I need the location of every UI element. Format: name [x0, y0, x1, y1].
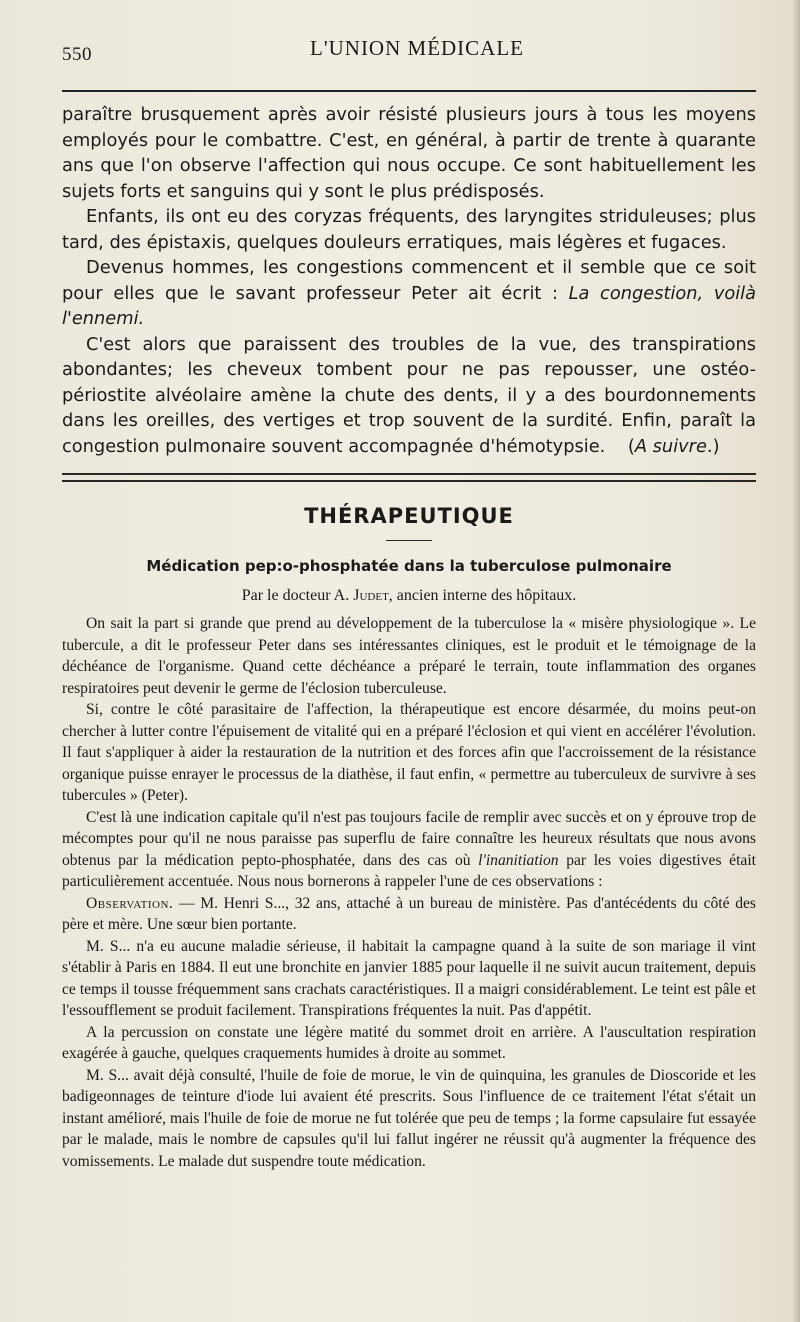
- continuation-text: [62, 102, 756, 459]
- observation-text: — M. Henri S..., 32 ans, attaché à un bureau de ministère. Pas d'antécédents du côté des père et mère. Une sœur bien portante.: [62, 894, 756, 933]
- section-title: THÉRAPEUTIQUE: [304, 504, 514, 528]
- article-paragraph-2: Si, contre le côté parasitaire de l'affection, la thérapeutique est encore désarmée, du moins peut-on chercher à lutter contre l'épuisement de vitalité qui en a préparé l'éclosion et qui vient en accélérer l'évolution. Il faut s'appliquer à aider la restauration de la nutrition et des forces afin que l'accroissement de la résistance organique puisse enrayer le processus de la diathèse, il faut enfin, « permettre au tuberculeux de survivre à ses tubercules » (Peter).: [62, 701, 756, 804]
- continuation-paragraph-2: Enfants, ils ont eu des coryzas fréquents, des laryngites striduleuses; plus tard, des épistaxis, quelques douleurs erratiques, mais légères et fugaces.: [62, 206, 756, 253]
- article-paragraph-3-text-a: C'est là une indication capitale qu'il n'est pas toujours facile de remplir avec succès et on y éprouve trop de mécomptes pour qu'il ne nous paraisse pas superflu de faire connaître les heureux résultats que nous avons obtenus par la médication pepto-phosphatée, dans des cas où: [62, 808, 756, 869]
- article-paragraph-6: A la percussion on constate une légère matité du sommet droit en arrière. A l'auscultation respiration exagérée à gauche, quelques craquements humides à droite au sommet.: [62, 1023, 756, 1062]
- article-title: Médication pep:o-phosphatée dans la tuberculose pulmonaire: [146, 557, 672, 575]
- byline-prefix: Par le docteur A.: [241, 587, 354, 604]
- continuation-paragraph-4-text: C'est alors que paraissent des troubles de la vue, des transpirations abondantes; les cheveux tombent pour ne pas repousser, une ostéo-périostite alvéolaire amène la chute des dents, il y a des bourdonnements dans les oreilles, des vertiges et trop souvent de la surdité. Enfin, paraît la congestion pulmonaire souvent accompagnée d'hémotypsie.: [62, 333, 756, 457]
- article-paragraph-3-text-b: par les voies digestives était particulièrement accentuée. Nous nous bornerons à rappeler l'une de ces observations :: [62, 851, 756, 890]
- byline-suffix: , ancien interne des hôpitaux.: [388, 587, 577, 604]
- observation-label: Observation.: [86, 894, 174, 912]
- continuation-paragraph-3: [62, 255, 756, 332]
- continuation-paragraph-3-text: Devenus hommes, les congestions commencent et il semble que ce soit pour elles que le savant professeur Peter ait écrit :: [62, 257, 756, 304]
- to-be-continued-open: (: [627, 435, 635, 457]
- continuation-paragraph-3-italic: La congestion, voilà l'ennemi.: [62, 282, 756, 329]
- article-body: [62, 613, 756, 1172]
- section-double-rule: [62, 473, 756, 482]
- article-paragraph-3-italic: l'inanitiation: [478, 851, 559, 869]
- byline-author: Judet: [353, 587, 389, 604]
- continuation-paragraph-4: [62, 332, 756, 460]
- article-paragraph-5: M. S... n'a eu aucune maladie sérieuse, il habitait la campagne quand à la suite de son mariage il vint s'établir à Paris en 1884. Il eut une bronchite en janvier 1885 pour laquelle il ne suivit aucun traitement, depuis ce temps il tousse fréquemment sans crachats caractéristiques. Il a maigri considérablement. Le teint est pâle et l'essoufflement se produit facilement. Transpirations fréquentes la nuit. Pas d'appétit.: [62, 937, 756, 1019]
- header-rule: [62, 90, 756, 92]
- page-header: [62, 30, 756, 65]
- byline: [62, 587, 756, 605]
- page-edge-shadow: [792, 0, 800, 1322]
- to-be-continued: A suivre: [634, 435, 707, 457]
- to-be-continued-close: .): [706, 435, 720, 457]
- continuation-paragraph-1: paraître brusquement après avoir résisté plusieurs jours à tous les moyens employés pour le combattre. C'est, en général, à partir de trente à quarante ans que l'on observe l'affection qui nous occupe. Ce sont habituellement les sujets forts et sanguins qui y sont le plus prédisposés.: [62, 104, 756, 202]
- running-title: L'UNION MÉDICALE: [310, 36, 525, 60]
- article-paragraph-7: M. S... avait déjà consulté, l'huile de foie de morue, le vin de quinquina, les granules de Dioscoride et les badigeonnages de teinture d'iode lui avaient été prescrits. Sous l'influence de ce traitement l'état s'était un instant amélioré, mais l'huile de foie de morue ne fut tolérée que peu de temps ; la forme capsulaire fut essayée par le malade, mais le nombre de capsules qu'il lui fallut ingérer ne réussit qu'à augmenter la fréquence des vomissements. Le malade dut suspendre toute médication.: [62, 1066, 756, 1170]
- observation-paragraph: [62, 893, 756, 936]
- page-number: 550: [62, 44, 92, 65]
- article-paragraph-1: On sait la part si grande que prend au développement de la tuberculose la « misère physiologique ». Le tubercule, a dit le professeur Peter dans ses intéressantes cliniques, est le produit et le témoignage de la déchéance de l'organisme. Quand cette déchéance a préparé le terrain, toute inflammation des organes respiratoires peut devenir le germe de l'éclosion tuberculeuse.: [62, 615, 756, 697]
- section-short-rule: [386, 540, 432, 541]
- article-paragraph-3: [62, 807, 756, 893]
